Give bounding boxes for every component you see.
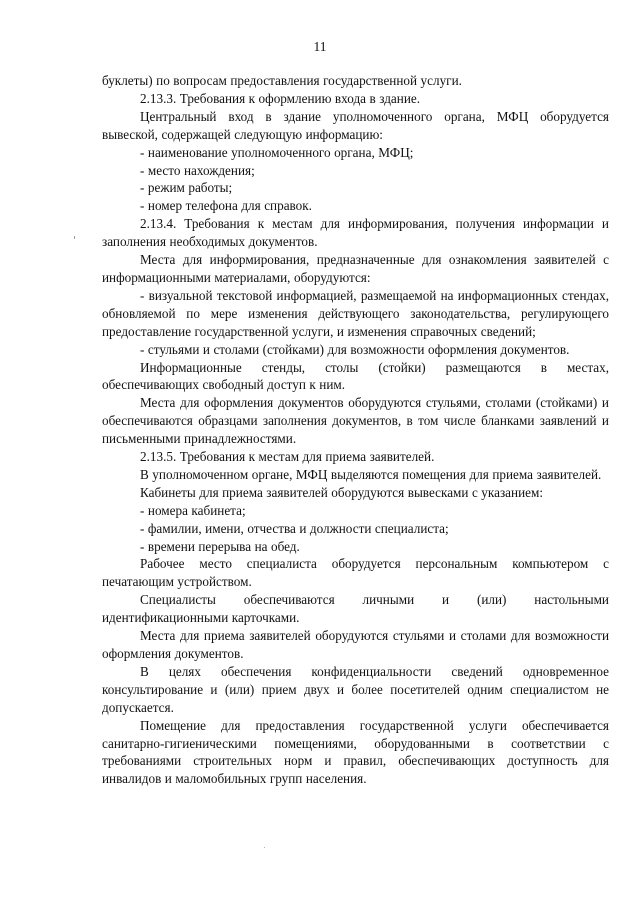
list-item: - режим работы; [140,180,233,196]
paragraph: Помещение для предоставления государственной услуги обеспечивается санитарно-гигиеническими помещениями, оборудованными в соответствии с требованиями строительных норм и правил, обеспечивающих доступность для инвалидов и маломобильных групп населения. [102,717,609,787]
scan-mark [74,236,75,239]
paragraph: Центральный вход в здание уполномоченного органа, МФЦ оборудуется вывеской, содержащей следующую информацию: [102,108,609,142]
list-item: - времени перерыва на обед. [140,538,300,554]
section-heading: 2.13.4. Требования к местам для информирования, получения информации и заполнения необходимых документов. [102,216,609,250]
section-heading: 2.13.3. Требования к оформлению входа в здание. [140,90,421,106]
list-item: - номер телефона для справок. [140,198,312,214]
scan-mark [264,847,265,848]
paragraph: Рабочее место специалиста оборудуется персональным компьютером с печатающим устройством. [102,556,609,590]
paragraph: буклеты) по вопросам предоставления государственной услуги. [102,73,462,88]
paragraph: Кабинеты для приема заявителей оборудуются вывесками с указанием: [140,484,543,500]
paragraph: Места для информирования, предназначенные для ознакомления заявителей с информационными материалами, оборудуются: [102,252,609,285]
page-number: 11 [313,39,327,54]
document-body [102,72,609,788]
paragraph: Места для приема заявителей оборудуются стульями и столами для возможности оформления документов. [102,628,609,661]
paragraph: Специалисты обеспечиваются личными и (или) настольными идентификационными карточками. [102,592,609,626]
list-item: - номера кабинета; [140,502,246,518]
paragraph: Места для оформления документов оборудуются стульями, столами (стойками) и обеспечиваются образцами заполнения документов, в том числе бланками заявлений и письменными принадлежностями. [102,395,609,447]
list-item: - визуальной текстовой информацией, размещаемой на информационных стендах, обновляемой по мере изменения действующего законодательства, регулирующего предоставление государственной услуги, и изменения справочных сведений; [102,287,609,339]
list-item: - стульями и столами (стойками) для возможности оформления документов. [140,341,570,357]
list-item: - наименование уполномоченного органа, МФЦ; [140,144,414,160]
list-item: - место нахождения; [140,162,255,178]
paragraph: В целях обеспечения конфиденциальности сведений одновременное консультирование и (или) прием двух и более посетителей одним специалистом не допускается. [102,663,609,715]
paragraph: В уполномоченном органе, МФЦ выделяются помещения для приема заявителей. [140,466,602,482]
section-heading: 2.13.5. Требования к местам для приема заявителей. [140,449,435,465]
list-item: - фамилии, имени, отчества и должности специалиста; [140,520,449,536]
paragraph: Информационные стенды, столы (стойки) размещаются в местах, обеспечивающих свободный доступ к ним. [102,359,609,393]
